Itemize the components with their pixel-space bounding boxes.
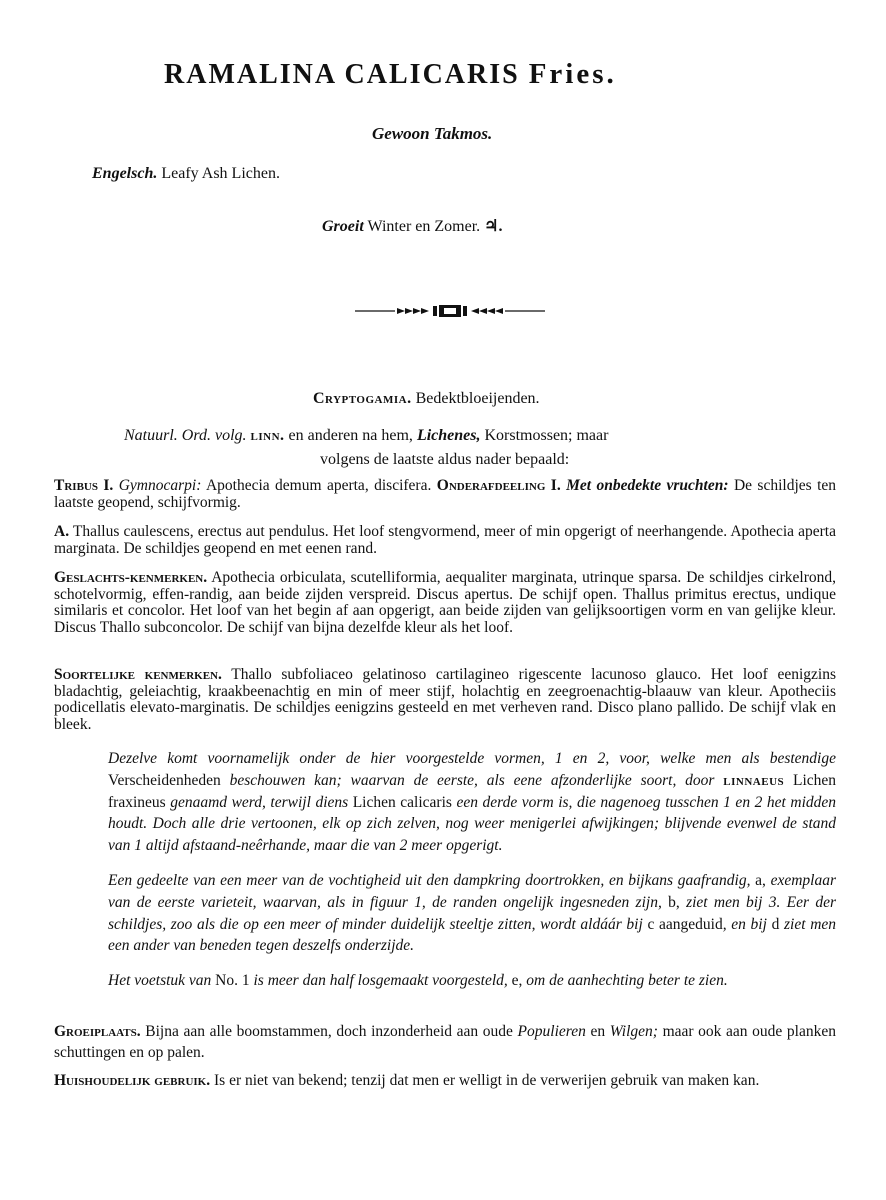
subdivision-name: Met onbedekte vruchten: bbox=[566, 477, 729, 494]
note-varieties-text-a: Een gedeelte van een meer van de vochtigheid uit den dampkring doortrokken, en bijkans gaafrandig, bbox=[108, 872, 751, 889]
habitat-paragraph bbox=[54, 1021, 836, 1063]
usage-text: Is er niet van bekend; tenzij dat men er welligt in de verwerijen gebruik van maken kan. bbox=[214, 1072, 760, 1089]
species-lead: Soortelijke kenmerken. bbox=[54, 666, 222, 683]
class-heading bbox=[313, 390, 540, 408]
title-main: RAMALINA CALICARIS bbox=[164, 59, 520, 90]
note-varieties-text-i: ziet men een ander van beneden tegen deszelfs onderzijde. bbox=[108, 915, 837, 955]
order-family: Lichenes, bbox=[416, 427, 481, 444]
natural-order-line-2: volgens de laatste aldus nader bepaald: bbox=[320, 451, 570, 468]
note-base-text-a: Het voetstuk van bbox=[108, 972, 212, 989]
order-text-1: en anderen na hem, bbox=[288, 427, 413, 444]
genus-lead: Geslachts-kenmerken. bbox=[54, 569, 208, 586]
tribus-lead: Tribus I. bbox=[54, 477, 114, 494]
growth-text: Winter en Zomer. bbox=[367, 218, 481, 235]
genus-text: Apothecia orbiculata, scutelliformia, aequaliter marginata, utrinque sparsa. De schildjes cirkelrond, schotelvormig, effen-randig, aan beide zijden verspreid. Discus apertus. De schijf open. Thallus primitus erectus, undique similaris et concolor. Het loof van het begin af aan opgerigt, aan beide zijden van gelijksoortigen vorm en van gelijke kleur. Discus Thallo subconcolor. De schijf van bijna dezelfde kleur als het loof. bbox=[54, 569, 836, 636]
habitat-wilgen: Wilgen; bbox=[609, 1023, 658, 1040]
english-name-line bbox=[92, 165, 280, 183]
note-varieties-ref-c: c aangeduid bbox=[647, 915, 723, 933]
note-forms-lichen-fraxineus: Lichen fraxineus bbox=[108, 771, 837, 811]
habitat-lead: Groeiplaats. bbox=[54, 1023, 141, 1040]
note-varieties-text-g: , en bij bbox=[722, 915, 767, 933]
subdivision-lead: Onderafdeeling I. bbox=[436, 477, 561, 494]
title-author: Fries. bbox=[528, 58, 617, 90]
order-label: Natuurl. Ord. volg. bbox=[124, 427, 247, 444]
habitat-text-e: maar ook aan oude planken schuttingen en op palen. bbox=[54, 1023, 837, 1061]
note-forms-text-a: Dezelve komt voornamelijk onder de hier voorgestelde vormen, 1 en 2, voor, welke men als bestendige bbox=[108, 750, 836, 767]
tribus-paragraph bbox=[54, 478, 836, 511]
page-title bbox=[164, 58, 617, 91]
subdivision-text: De schildjes ten laatste geopend, schijfvormig. bbox=[54, 477, 837, 511]
note-forms-text-f: genaamd werd, terwijl diens bbox=[170, 793, 349, 811]
note-forms-text-c: beschouwen kan; waarvan de eerste, als eene afzonderlijke soort, door bbox=[229, 771, 715, 789]
order-text-2: Korstmossen; maar bbox=[484, 427, 609, 444]
note-forms-linnaeus: linnaeus bbox=[723, 771, 785, 789]
english-label: Engelsch. bbox=[92, 165, 158, 182]
habitat-text-a: Bijna aan alle boomstammen, doch inzonderheid aan oude bbox=[145, 1023, 513, 1040]
usage-paragraph bbox=[54, 1070, 836, 1091]
english-name: Leafy Ash Lichen. bbox=[161, 165, 280, 182]
tribus-text: Apothecia demum aperta, discifera. bbox=[205, 477, 432, 494]
habitat-populieren: Populieren bbox=[517, 1023, 586, 1040]
habitat-text-c: en bbox=[590, 1023, 606, 1040]
note-varieties-ref-b: b, bbox=[668, 893, 680, 911]
division-a-text: Thallus caulescens, erectus aut pendulus. Het loof stengvormend, meer of min opgerigt of neerhangende. Apothecia aperta marginata. De schildjes geopend en met eenen rand. bbox=[54, 523, 836, 557]
usage-lead: Huishoudelijk gebruik. bbox=[54, 1072, 211, 1089]
note-varieties-text-c: exemplaar van de eerste varieteit, waarvan, als in figuur 1, de randen ongelijk ingesneden zijn, bbox=[108, 872, 836, 911]
order-authority: linn. bbox=[250, 427, 285, 444]
note-forms-text-h: een derde vorm is, die nagenoeg tusschen 1 en 2 het midden houdt. Doch alle drie vertoonen, elk op zich zelven, nog weer menigerlei afwijkingen; blijvende evenwel de stand van 1 altijd afstaand-neêrhande, maar die van 2 meer opgerigt. bbox=[108, 793, 837, 855]
note-base-ref-e: e, bbox=[511, 972, 523, 989]
note-varieties-ref-d: d bbox=[771, 915, 780, 933]
class-text: Bedektbloeijenden. bbox=[415, 390, 540, 407]
note-forms-lichen-calicaris: Lichen calicaris bbox=[352, 793, 452, 811]
ornament-divider-icon bbox=[355, 304, 545, 318]
note-forms bbox=[108, 748, 836, 857]
perennial-symbol: ♃. bbox=[484, 218, 503, 235]
note-varieties-text-e: ziet men bij 3. Eer der schildjes, zoo als die op een meer of minder duidelijk steeltje zitten, wordt aldáár bij bbox=[108, 893, 837, 933]
growth-line bbox=[322, 216, 503, 236]
growth-label: Groeit bbox=[322, 218, 364, 235]
species-characters-paragraph bbox=[54, 667, 836, 733]
note-base-number: No. 1 bbox=[215, 972, 250, 989]
note-base-text-e: om de aanhechting beter te zien. bbox=[526, 972, 728, 989]
note-forms-text-b: Verscheidenheden bbox=[108, 771, 221, 789]
note-varieties bbox=[108, 870, 836, 957]
dutch-name: Gewoon Takmos. bbox=[372, 124, 493, 143]
note-base-text-c: is meer dan half losgemaakt voorgesteld, bbox=[253, 972, 508, 989]
division-a-lead: A. bbox=[54, 523, 70, 540]
natural-order-line bbox=[124, 427, 608, 445]
genus-characters-paragraph bbox=[54, 570, 836, 636]
division-a-paragraph bbox=[54, 524, 836, 557]
class-label: Cryptogamia. bbox=[313, 390, 412, 407]
note-base bbox=[108, 970, 836, 992]
tribus-name: Gymnocarpi: bbox=[118, 477, 202, 494]
species-text: Thallo subfoliaceo gelatinoso cartilagineo rigescente lacunoso glauco. Het loof eenigzins bladachtig, geleiachtig, kraakbeenachtig en min of meer stijf, holachtig en zeegroenachtig-blaauw van kleur. Apotheciis podicellatis elevato-marginatis. De schildjes eenigzins gesteeld en met verheven rand. Disco plano pallido. De schijf vlak en bleek. bbox=[54, 666, 836, 733]
note-varieties-ref-a: a, bbox=[755, 872, 766, 889]
